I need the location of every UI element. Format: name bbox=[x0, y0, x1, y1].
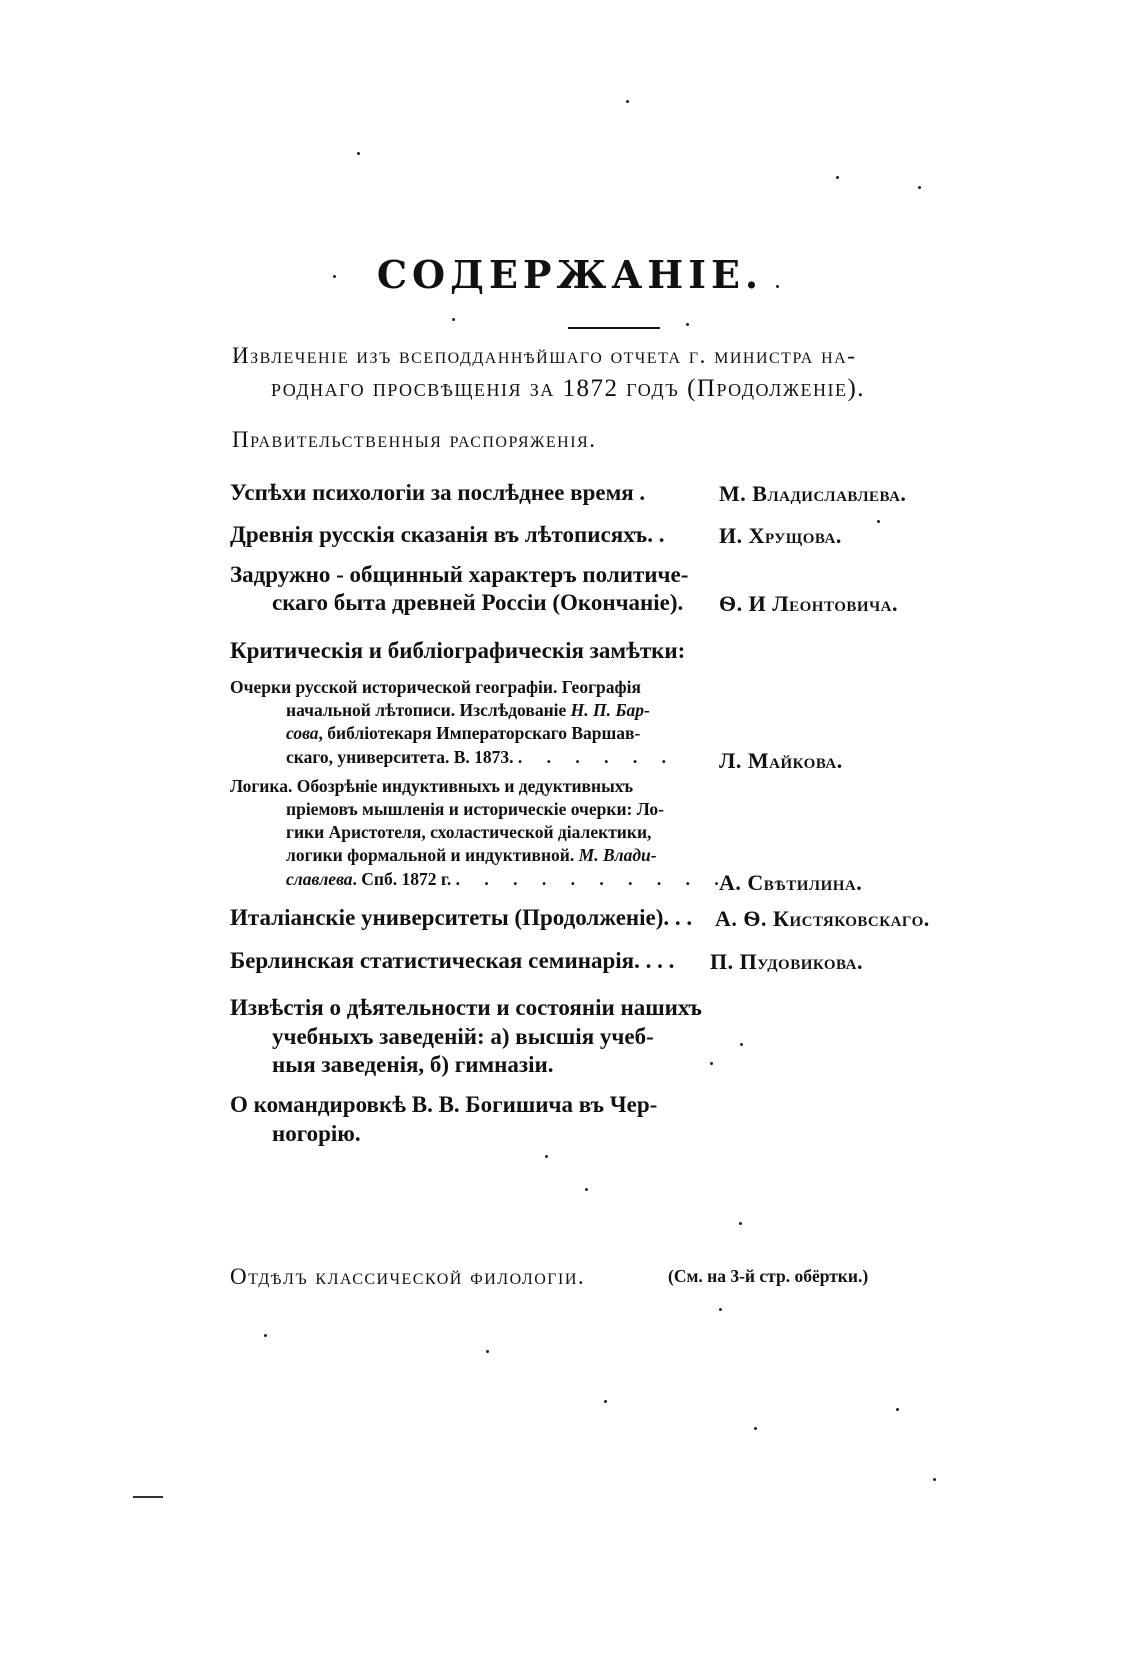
critical-item-2-line-1: Логика. Обозрѣніе индуктивныхъ и дедуктивныхъ bbox=[230, 776, 634, 796]
critical-item-1-line-4: скаго, университета. В. 1873. . . . . . . bbox=[286, 747, 677, 767]
critical-item-2-line-4: логики формальной и индуктивной. М. Влади- bbox=[286, 845, 657, 865]
critical-item-1-line-2: начальной лѣтописи. Изслѣдованіе Н. П. Бар- bbox=[286, 700, 650, 720]
entry-legends-title: Древнія русскія сказанія въ лѣтописяхъ. . bbox=[230, 522, 665, 547]
scan-dash-mark bbox=[133, 1496, 163, 1498]
scan-speck bbox=[357, 152, 360, 155]
scan-speck bbox=[585, 1188, 588, 1191]
scan-speck bbox=[918, 186, 921, 189]
scan-speck bbox=[933, 1478, 936, 1481]
scan-speck bbox=[604, 1400, 607, 1403]
critical-item-1-author: Л. Майкова. bbox=[719, 748, 843, 773]
critical-notes-heading: Критическія и библіографическія замѣтки: bbox=[230, 638, 686, 663]
scan-speck bbox=[486, 1350, 489, 1353]
scan-speck bbox=[754, 1427, 757, 1430]
scan-speck bbox=[545, 1155, 548, 1158]
report-line-1: Извлеченіе изъ всеподданнѣйшаго отчета г. министра на- bbox=[232, 343, 857, 368]
critical-item-1-line-3: сова, библіотекаря Императорскаго Варшав- bbox=[286, 723, 641, 743]
news-line-3: ныя заведенія, б) гимназіи. bbox=[272, 1052, 554, 1077]
scan-speck bbox=[739, 1222, 742, 1225]
entry-zadruga-author: Ѳ. И Леонтовича. bbox=[719, 591, 898, 616]
entry-italian-author: А. Ѳ. Кистяковскаго. bbox=[715, 906, 930, 931]
page-title: СОДЕРЖАНІЕ. bbox=[376, 252, 764, 297]
scan-speck bbox=[740, 1043, 743, 1046]
mission-line-2: ногорію. bbox=[272, 1121, 361, 1146]
news-line-2: учебныхъ заведеній: а) высшія учеб- bbox=[272, 1024, 654, 1049]
critical-item-2-line-5: славлева. Спб. 1872 г. . . . . . . . . . . bbox=[286, 869, 729, 889]
critical-item-2-line-2: пріемовъ мышленія и историческіе очерки: Ло- bbox=[286, 799, 664, 819]
entry-berlin-title: Берлинская статистическая семинарія. . . . bbox=[230, 948, 675, 973]
government-orders-heading: Правительственныя распоряженія. bbox=[232, 427, 597, 452]
critical-item-2-author: А. Свѣтилина. bbox=[719, 870, 863, 895]
title-underline bbox=[568, 327, 660, 329]
scan-speck bbox=[264, 1334, 267, 1337]
critical-item-1-line-1: Очерки русской исторической географіи. Географія bbox=[230, 677, 641, 697]
entry-berlin-author: П. Пудовикова. bbox=[710, 949, 863, 974]
entry-psychology-title: Успѣхи психологіи за послѣднее время . bbox=[230, 480, 646, 505]
news-line-1: Извѣстія о дѣятельности и состояніи нашихъ bbox=[230, 995, 702, 1020]
mission-line-1: О командировкѣ В. В. Богишича въ Чер- bbox=[230, 1092, 658, 1117]
critical-item-2-line-3: гики Аристотеля, схоластической діалектики, bbox=[286, 822, 652, 842]
scan-speck bbox=[896, 1408, 899, 1411]
entry-italian-title: Италіанскіе университеты (Продолженіе). . . bbox=[230, 905, 693, 930]
entry-legends-author: И. Хрущова. bbox=[719, 523, 842, 548]
cover-note: (См. на 3-й стр. обёртки.) bbox=[668, 1266, 869, 1286]
scan-speck bbox=[333, 275, 336, 278]
scan-speck bbox=[710, 1062, 713, 1065]
scan-speck bbox=[686, 323, 689, 326]
entry-zadruga-line-1: Задружно - общинный характеръ политиче- bbox=[230, 562, 689, 587]
scan-speck bbox=[776, 285, 779, 288]
scan-speck bbox=[452, 318, 455, 321]
scan-speck bbox=[836, 176, 839, 179]
entry-zadruga-line-2: скаго быта древней Россіи (Окончаніе). bbox=[272, 590, 684, 615]
scan-speck bbox=[719, 1308, 722, 1311]
scan-speck bbox=[626, 100, 629, 103]
report-line-2: роднаго просвѣщенія за 1872 годъ (Продолженіе). bbox=[271, 375, 866, 402]
classical-philology-section: Отдѣлъ классической филологіи. bbox=[230, 1264, 586, 1289]
entry-psychology-author: М. Владиславлева. bbox=[719, 481, 907, 506]
scan-speck bbox=[877, 520, 880, 523]
